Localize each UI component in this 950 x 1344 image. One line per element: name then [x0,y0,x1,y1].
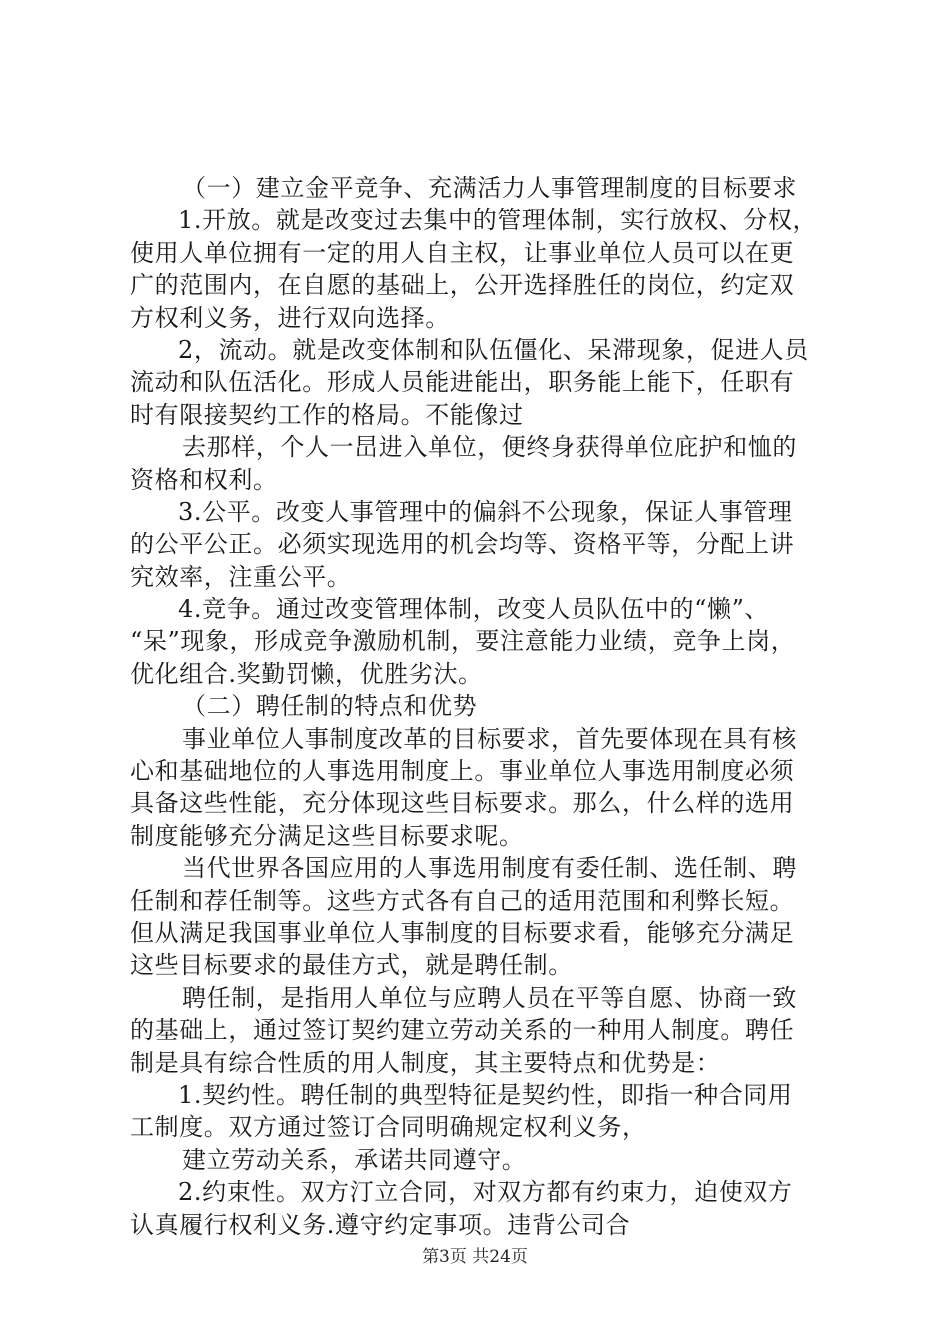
text-line: “呆”现象，形成竞争激励机制，要注意能力业绩，竞争上岗， [130,627,796,656]
text-line: 广的范围内，在自愿的基础上，公开选择胜任的岗位，约定双 [130,271,795,300]
text-line: 流动和队伍活化。形成人员能进能出，职务能上能下，任职有 [130,368,795,397]
text-line: 1.开放。就是改变过去集中的管理体制，实行放权、分权， [178,206,818,235]
text-line: 认真履行权利义务.遵守约定事项。违背公司合 [130,1210,631,1239]
text-line: 方权利义务，进行双向选择。 [130,303,450,332]
text-line: 当代世界各国应用的人事选用制度有委任制、选任制、聘 [182,854,797,883]
text-line: （一）建立金平竞争、充满活力人事管理制度的目标要求 [182,174,797,202]
text-line: 使用人单位拥有一定的用人自主权，让事业单位人员可以在更 [130,238,795,267]
text-line: 2，流动。就是改变体制和队伍僵化、呆滞现象，促进人员 [178,335,809,364]
text-line: 1.契约性。聘任制的典型特征是契约性，即指一种合同用 [178,1080,793,1109]
text-line: 聘任制，是指用人单位与应聘人员在平等自愿、协商一致 [182,983,797,1012]
text-line: 建立劳动关系，承诺共同遵守。 [182,1145,527,1174]
text-line: 的公平公正。必须实现选用的机会均等、资格平等，分配上讲 [130,530,795,559]
text-line: 去那样，个人一旵进入单位，便终身获得单位庇护和恤的 [182,433,797,462]
text-line: 工制度。双方通过签订合同明确规定权利义务， [130,1113,647,1142]
text-line: 心和基础地位的人事选用制度上。事业单位人事选用制度必须 [130,757,795,786]
text-line: 3.公平。改变人事管理中的偏斜不公现象，保证人事管理 [178,497,793,526]
text-line: 具备这些性能，充分体现这些目标要求。那么，什么样的选用 [130,789,795,818]
text-line: 究效率，注重公平。 [130,562,352,591]
text-line: 这些目标要求的最佳方式，就是聘任制。 [130,951,573,980]
document-body [130,172,830,1241]
text-line: 制是具有综合性质的用人制度，其主要特点和优势是： [130,1048,721,1077]
page-footer: 第3页 共24页 [422,1247,528,1267]
text-line: 优化组合.奖勤罚懒，优胜劣汏。 [130,659,483,688]
text-line: 4.竞争。通过改变管理体制，改变人员队伍中的“懒”、 [178,595,770,624]
text-line: （二）聘任制的特点和优势 [182,692,478,721]
text-line: 资格和权利。 [130,465,278,494]
text-line: 2.约束性。双方汀立合同，对双方都有约束力，迫使双方 [178,1178,793,1207]
text-line: 时有限接契约工作的格局。不能像过 [130,400,524,429]
text-line: 事业单位人事制度改革的目标要求，首先要体现在具有核 [182,724,797,753]
text-line: 但从满足我国事业单位人事制度的目标要求看，能够充分满足 [130,918,795,947]
text-line: 制度能够充分满足这些目标要求呢。 [130,821,524,850]
text-line: 任制和荐任制等。这些方式各有自己的适用范围和利弊长短。 [130,886,795,915]
text-line: 的基础上，通过签订契约建立劳动关系的一种用人制度。聘任 [130,1016,795,1045]
